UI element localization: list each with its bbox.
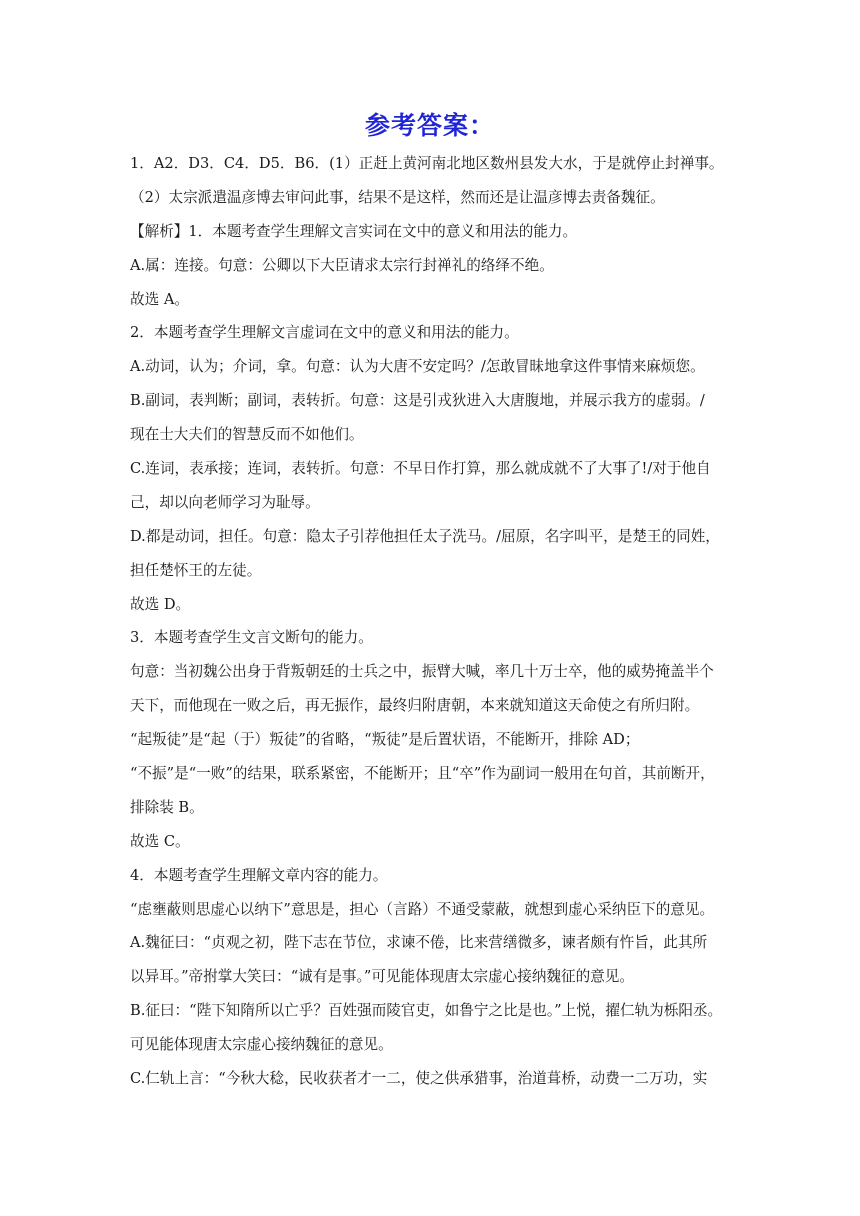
text-line: 【解析】1．本题考查学生理解文言实词在文中的意义和用法的能力。 bbox=[130, 222, 578, 240]
text-line: 故选 C。 bbox=[130, 832, 190, 850]
answer-body bbox=[130, 147, 742, 1096]
text-line: 3．本题考查学生文言文断句的能力。 bbox=[130, 629, 373, 647]
text-line: 现在士大夫们的智慧反而不如他们。 bbox=[130, 426, 364, 444]
text-line: 故选 A。 bbox=[130, 290, 189, 308]
text-line: 可见能体现唐太宗虚心接纳魏征的意见。 bbox=[130, 1036, 393, 1054]
text-line: 4．本题考查学生理解文章内容的能力。 bbox=[130, 866, 388, 884]
text-line: A.属：连接。句意：公卿以下大臣请求太宗行封禅礼的络绎不绝。 bbox=[130, 256, 554, 274]
text-line: D.都是动词，担任。句意：隐太子引荐他担任太子洗马。/屈原，名字叫平，是楚王的同姓， bbox=[130, 527, 720, 545]
text-line: “起叛徒”是“起（于）叛徒”的省略，“叛徒”是后置状语，不能断开，排除 AD； bbox=[130, 731, 640, 749]
text-line: 2．本题考查学生理解文言虚词在文中的意义和用法的能力。 bbox=[130, 324, 519, 342]
text-line: 天下，而他现在一败之后，再无振作，最终归附唐朝，本来就知道这天命使之有所归附。 bbox=[130, 697, 700, 715]
text-line: 担任楚怀王的左徒。 bbox=[130, 561, 262, 579]
text-line: 己，却以向老师学习为耻辱。 bbox=[130, 493, 320, 511]
text-line: A.魏征曰：“贞观之初，陛下志在节位，求谏不倦，比来营缮微多，谏者颇有忤旨，此其所 bbox=[130, 934, 708, 952]
text-line: “虑壅蔽则思虚心以纳下”意思是，担心（言路）不通受蒙蔽，就想到虚心采纳臣下的意见。 bbox=[130, 900, 715, 918]
text-line: 以异耳。”帝拊掌大笑曰：“诚有是事。”可见能体现唐太宗虚心接纳魏征的意见。 bbox=[130, 968, 634, 986]
text-line: 句意：当初魏公出身于背叛朝廷的士兵之中，振臂大喊，率几十万士卒，他的威势掩盖半个 bbox=[130, 663, 714, 681]
text-line: 排除装 B。 bbox=[130, 798, 204, 816]
text-line: 1．A2．D3．C4．D5．B6．(1）正赶上黄河南北地区数州县发大水，于是就停止封禅事。 bbox=[130, 155, 724, 172]
text-line: B.征曰：“陛下知隋所以亡乎？百姓强而陵官吏，如鲁宁之比是也。”上悦，擢仁轨为栎阳丞。 bbox=[130, 1002, 723, 1020]
text-line: 故选 D。 bbox=[130, 595, 191, 613]
text-line: A.动词，认为；介词，拿。句意：认为大唐不安定吗？/怎敢冒昧地拿这件事情来麻烦您。 bbox=[130, 358, 705, 376]
text-line: （2）太宗派遣温彦博去审问此事，结果不是这样，然而还是让温彦博去责备魏征。 bbox=[130, 188, 665, 206]
text-line: C.连词，表承接；连词，表转折。句意：不早日作打算，那么就成就不了大事了!/对于他自 bbox=[130, 460, 711, 478]
text-line: C.仁轨上言：“今秋大稔，民收获者才一二，使之供承猎事，治道葺桥，动费一二万功，实 bbox=[130, 1070, 708, 1088]
text-line: B.副词，表判断；副词，表转折。句意：这是引戎狄进入大唐腹地，并展示我方的虚弱。/ bbox=[130, 392, 705, 410]
page-title: 参考答案： bbox=[364, 111, 495, 140]
text-line: “不振”是“一败”的结果，联系紧密，不能断开；且“卒”作为副词一般用在句首，其前断开， bbox=[130, 765, 715, 783]
